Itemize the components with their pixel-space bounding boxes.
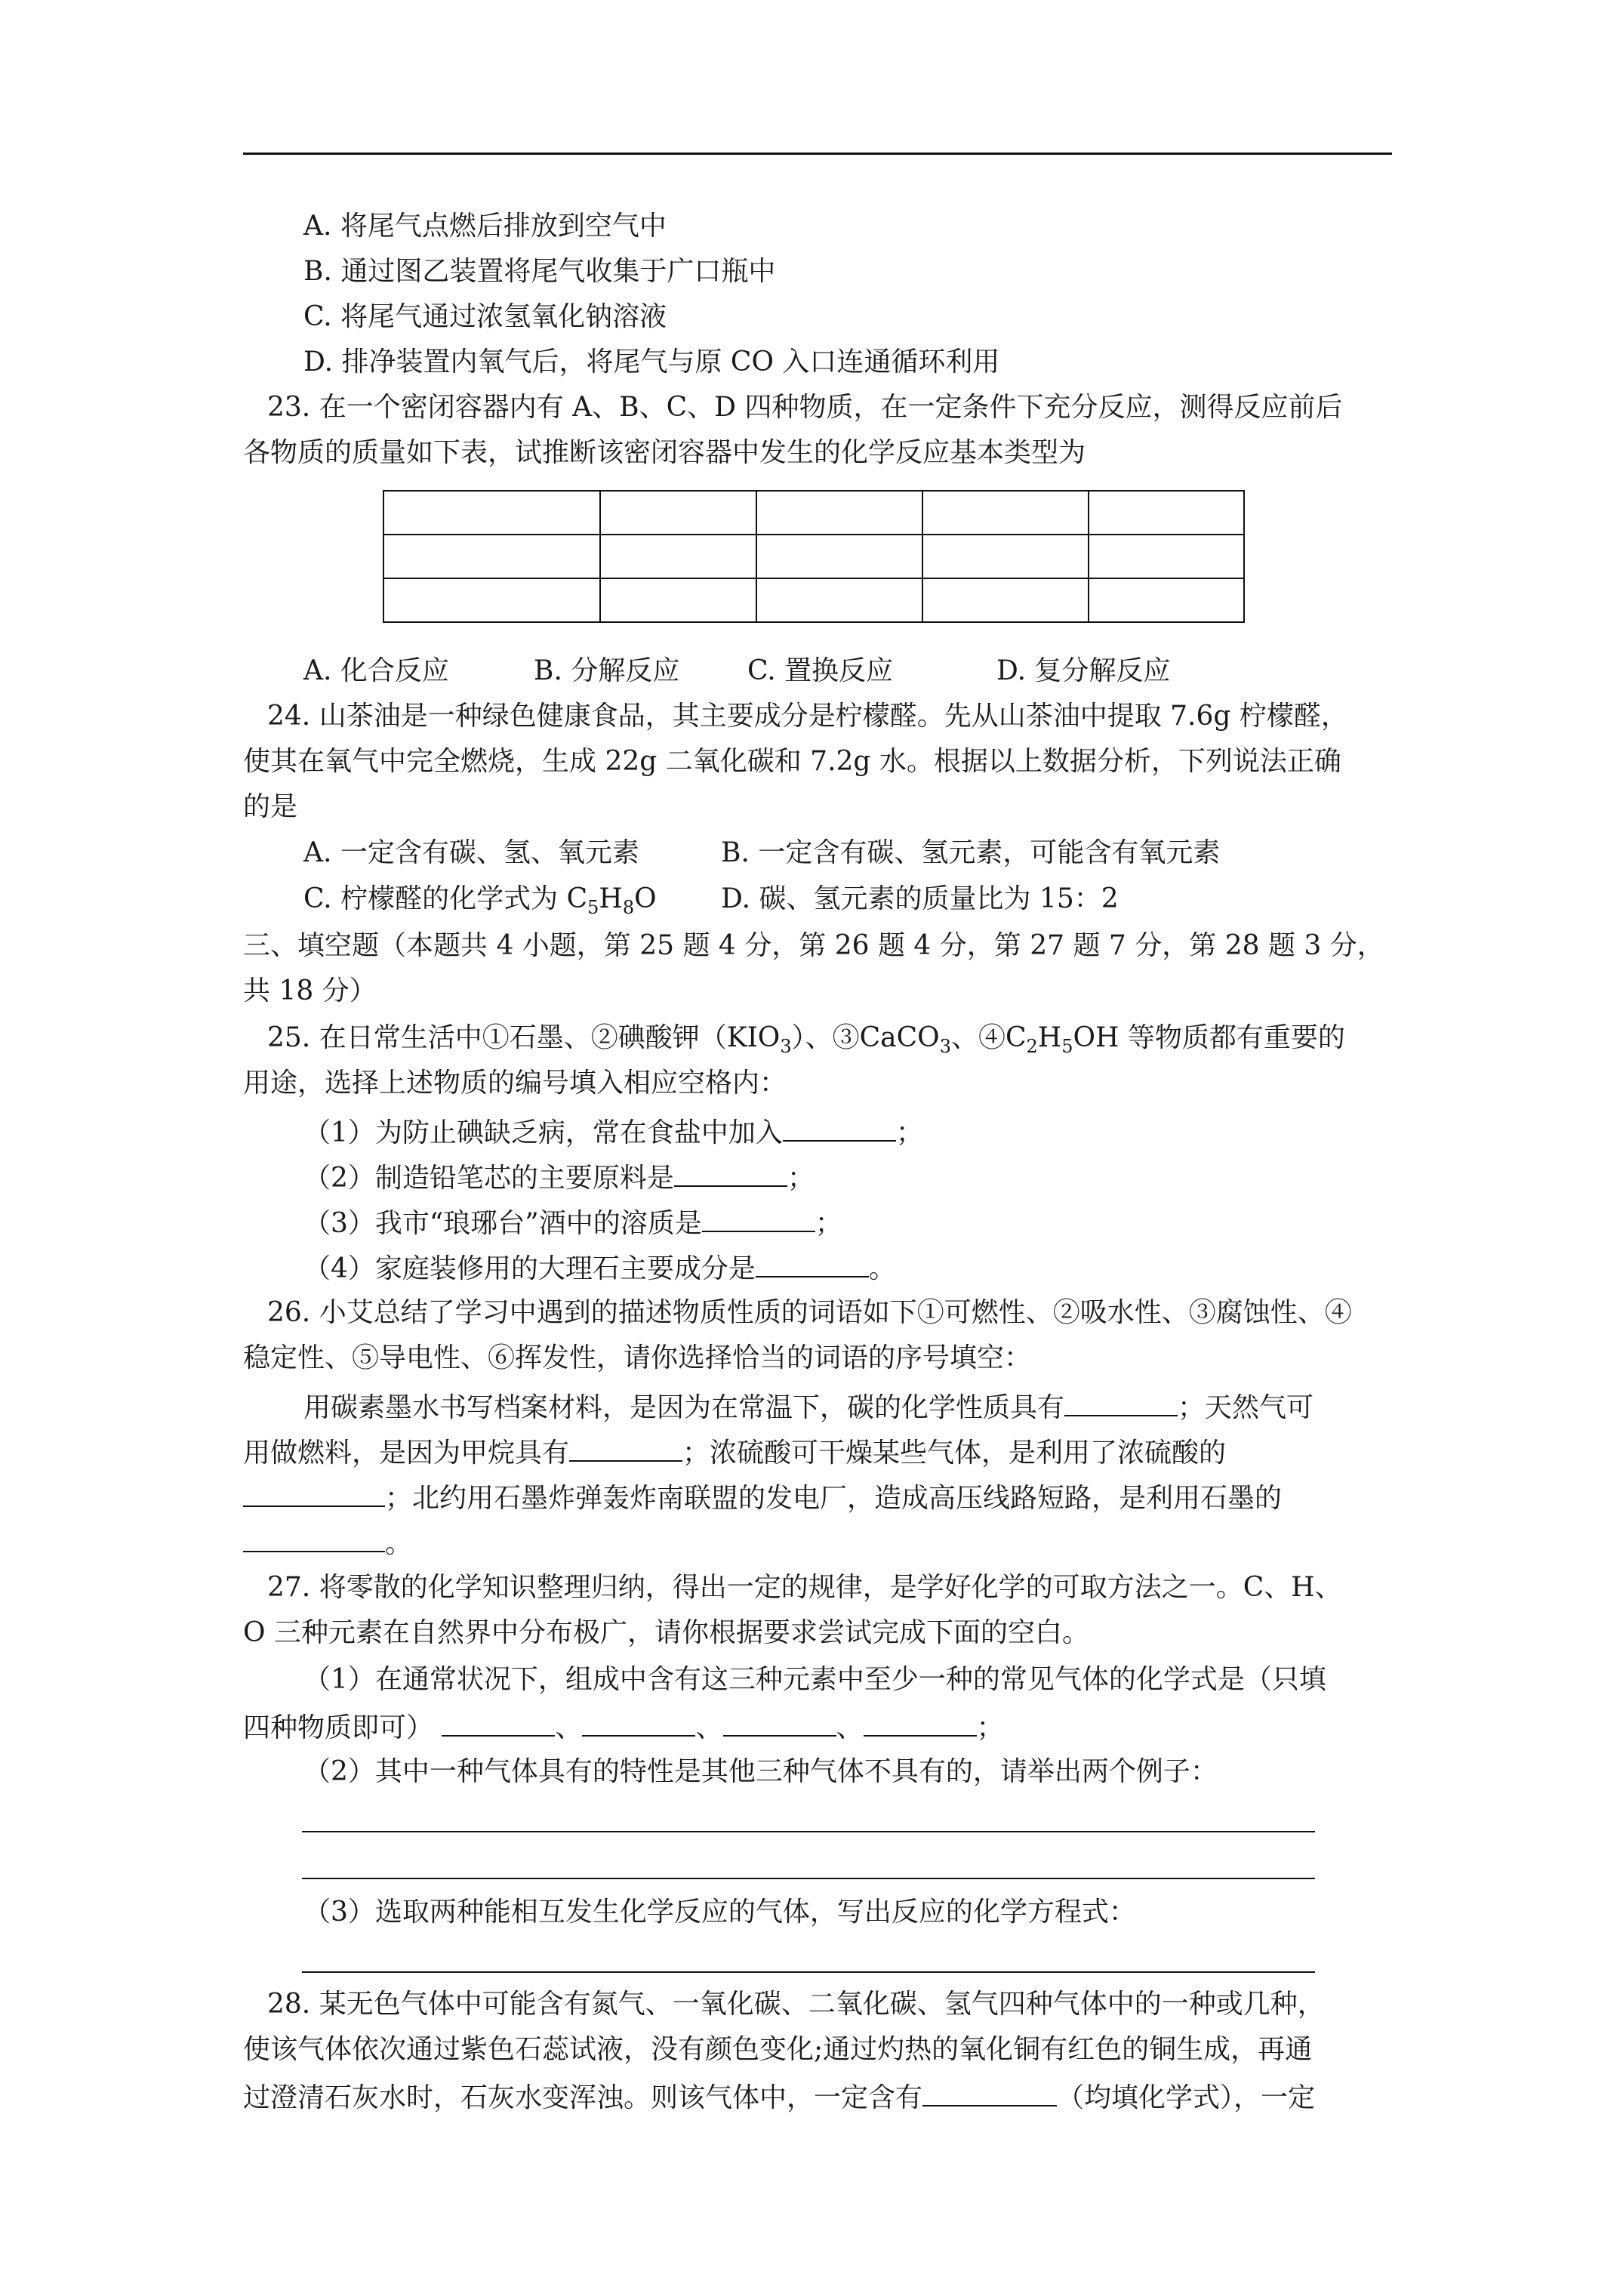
q24-option-c-text: C. 柠檬醛的化学式为 C [303,883,588,914]
q27-sub2: （2）其中一种气体具有的特性是其他三种气体不具有的，请举出两个例子： [303,1756,1218,1787]
q24-text-line2: 使其在氧气中完全燃烧，生成 22g 二氧化碳和 7.2g 水。根据以上数据分析，下列说法正确 [243,746,1341,777]
q25-sub1 [303,1111,923,1152]
q27-sub3: （3）选取两种能相互发生化学反应的气体，写出反应的化学方程式： [303,1897,1136,1928]
q24-option-d: D. 碳、氢元素的质量比为 15：2 [721,883,1119,914]
q27-sub1-line2 [243,1706,1004,1747]
table-cell [756,535,922,578]
mass-table [383,490,1245,623]
q26-text: ；浓硫酸可干燥某些气体，是利用了浓硫酸的 [682,1438,1227,1469]
section-heading-line1: 三、填空题（本题共 4 小题，第 25 题 4 分，第 26 题 4 分，第 27 题 7 分，第 28 题 3 分， [243,930,1384,961]
formula-part: H [599,883,623,914]
q24-option-a: A. 一定含有碳、氢、氧元素 [303,837,639,868]
answer-line[interactable] [302,1971,1315,1973]
q23-option-a: A. 化合反应 [303,655,449,686]
q24-option-b: B. 一定含有碳、氢元素，可能含有氧元素 [721,837,1221,868]
punct: ； [787,1163,815,1194]
answer-blank[interactable] [1064,1386,1178,1416]
punct: 。 [385,1528,413,1559]
answer-blank[interactable] [674,1157,787,1187]
punct: ； [976,1712,1004,1743]
table-cell [600,491,756,535]
q28-text: 过澄清石灰水时，石灰水变浑浊。则该气体中，一定含有 [243,2082,923,2113]
subscript: 3 [780,1036,792,1058]
table-cell [1089,578,1244,622]
punct: ； [815,1208,842,1239]
table-cell [383,535,600,578]
table-row [383,491,1244,535]
answer-blank[interactable] [243,1477,385,1507]
q26-text-line4 [243,1432,1226,1472]
answer-blank[interactable] [442,1706,555,1737]
q28-text: （均填化学式），一定 [1057,2082,1316,2113]
q28-text-line2: 使该气体依次通过紫色石蕊试液，没有颜色变化;通过灼热的氧化铜有红色的铜生成，再通 [243,2034,1313,2065]
q25-text: OH 等物质都有重要的 [1073,1022,1345,1053]
table-row [383,578,1244,622]
q25-sub3 [303,1202,842,1243]
q23-text-line1: 23. 在一个密闭容器内有 A、B、C、D 四种物质，在一定条件下充分反应，测得反应前后 [267,392,1343,423]
q26-text-line5 [243,1477,1282,1518]
punct: 。 [868,1253,896,1284]
table-cell [1089,491,1244,535]
q22-option-d: D. 排净装置内氧气后，将尾气与原 CO 入口连通循环利用 [303,347,1000,378]
answer-blank[interactable] [582,1706,695,1737]
table-cell [922,578,1089,622]
q27-text: 四种物质即可） [243,1712,434,1743]
q22-option-b: B. 通过图乙装置将尾气收集于广口瓶中 [303,256,776,287]
q25-sub4 [303,1247,896,1288]
subscript: 5 [1061,1036,1073,1058]
answer-blank[interactable] [569,1432,682,1462]
answer-blank[interactable] [702,1202,815,1232]
q25-text-line2: 用途，选择上述物质的编号填入相应空格内： [243,1068,787,1099]
q24-text-line1: 24. 山茶油是一种绿色健康食品，其主要成分是柠檬醛。先从山茶油中提取 7.6g 柠檬醛， [267,701,1348,732]
q28-text-line3 [243,2076,1315,2117]
q27-sub1-line1: （1）在通常状况下，组成中含有这三种元素中至少一种的常见气体的化学式是（只填 [303,1664,1326,1695]
q27-text-line1: 27. 将零散的化学知识整理归纳，得出一定的规律，是学好化学的可取方法之一。C、H、 [267,1572,1342,1603]
answer-blank[interactable] [723,1706,836,1737]
subscript: 8 [622,897,635,919]
q26-text-line3 [303,1386,1313,1427]
answer-blank[interactable] [756,1247,869,1277]
punct: 、 [836,1712,864,1743]
table-cell [383,578,600,622]
q26-text: ；北约用石墨炸弹轰炸南联盟的发电厂，造成高压线路短路，是利用石墨的 [385,1483,1283,1514]
q25-sub1-text: （1）为防止碘缺乏病，常在食盐中加入 [303,1117,783,1148]
q26-text-line1: 26. 小艾总结了学习中遇到的描述物质性质的词语如下①可燃性、②吸水性、③腐蚀性、④ [267,1297,1352,1328]
q25-text: ）、③CaCO [791,1022,940,1053]
answer-blank[interactable] [783,1111,896,1142]
q26-text: 用做燃料，是因为甲烷具有 [243,1438,570,1469]
q23-option-c: C. 置换反应 [747,655,894,686]
section-heading-line2: 共 18 分） [243,975,377,1006]
formula-part: O [634,883,657,914]
q26-text-line2: 稳定性、⑤导电性、⑥挥发性，请你选择恰当的词语的序号填空： [243,1342,1032,1373]
q26-text: ；天然气可 [1178,1392,1314,1423]
answer-blank[interactable] [864,1706,977,1737]
q26-text-line6 [243,1522,412,1563]
q25-text: 25. 在日常生活中①石墨、②碘酸钾（KIO [267,1022,781,1053]
table-cell [922,535,1089,578]
formula-part: H [1037,1022,1062,1053]
subscript: 3 [939,1036,951,1058]
q23-option-d: D. 复分解反应 [996,655,1171,686]
q25-sub3-text: （3）我市“琅琊台”酒中的溶质是 [303,1208,702,1239]
q24-option-c [303,880,657,926]
q25-sub2 [303,1157,815,1197]
q25-sub4-text: （4）家庭装修用的大理石主要成分是 [303,1253,756,1284]
subscript: 2 [1026,1036,1038,1058]
table-cell [756,578,922,622]
q23-option-b: B. 分解反应 [534,655,680,686]
q26-text: 用碳素墨水书写档案材料，是因为在常温下，碳的化学性质具有 [303,1392,1065,1423]
q28-text-line1: 28. 某无色气体中可能含有氮气、一氧化碳、二氧化碳、氢气四种气体中的一种或几种， [267,1989,1325,2020]
answer-line[interactable] [302,1878,1315,1879]
table-cell [600,578,756,622]
q24-text-line3: 的是 [243,791,298,822]
punct: 、 [555,1712,583,1743]
punct: ； [895,1117,923,1148]
table-cell [600,535,756,578]
subscript: 5 [587,897,599,919]
answer-line[interactable] [302,1831,1315,1832]
q22-option-c: C. 将尾气通过浓氢氧化钠溶液 [303,301,667,332]
answer-blank[interactable] [243,1522,385,1552]
table-cell [383,491,600,535]
punct: 、 [695,1712,723,1743]
q25-text-line1 [267,1019,1345,1065]
answer-blank[interactable] [922,2076,1057,2106]
q22-option-a: A. 将尾气点燃后排放到空气中 [303,211,667,242]
q23-text-line2: 各物质的质量如下表，试推断该密闭容器中发生的化学反应基本类型为 [243,437,1086,468]
table-row [383,535,1244,578]
q25-sub2-text: （2）制造铅笔芯的主要原料是 [303,1163,674,1194]
q25-text: 、④C [950,1022,1027,1053]
table-cell [1089,535,1244,578]
q27-text-line2: O 三种元素在自然界中分布极广，请你根据要求尝试完成下面的空白。 [243,1617,1089,1648]
header-rule [243,153,1392,155]
table-cell [756,491,922,535]
table-cell [922,491,1089,535]
